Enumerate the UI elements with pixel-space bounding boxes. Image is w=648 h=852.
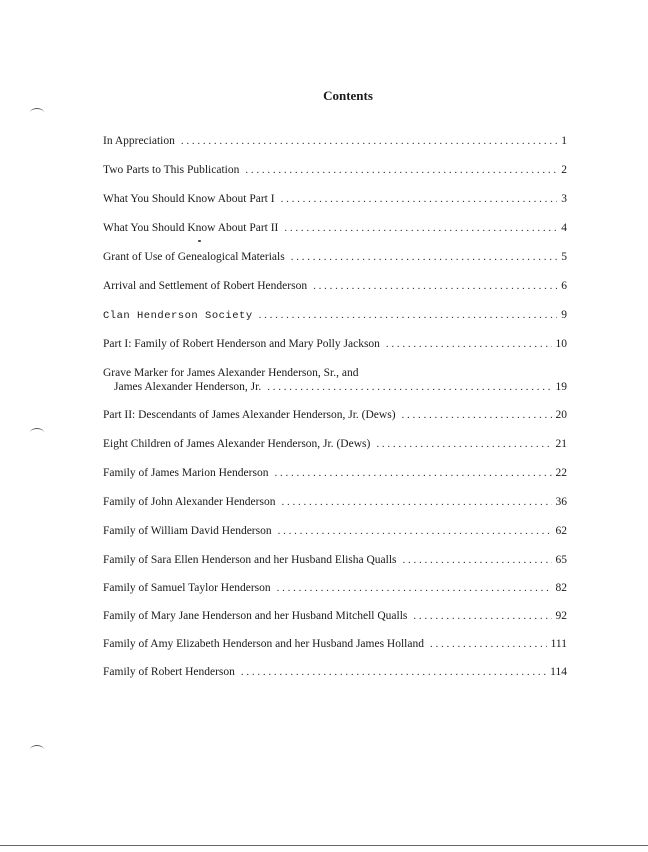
toc-entry-label: In Appreciation	[103, 135, 175, 147]
toc-entry-clan-henderson	[103, 308, 567, 323]
toc-entry-page: 65	[555, 554, 567, 566]
toc-entry-label: James Alexander Henderson, Jr.	[114, 381, 262, 393]
toc-entry-page: 3	[561, 193, 567, 205]
toc-entry-part-i	[103, 192, 567, 206]
leader-dots	[278, 524, 552, 538]
toc-entry-eight-children	[103, 437, 567, 451]
toc-entry-samuel-taylor	[103, 581, 567, 595]
leader-dots	[281, 192, 558, 206]
toc-entry-page: 2	[561, 164, 567, 176]
toc-entry-label: Grant of Use of Genealogical Materials	[103, 251, 285, 263]
binder-hole-mark	[30, 428, 44, 437]
leader-dots	[267, 380, 551, 394]
toc-entry-label: Eight Children of James Alexander Henderson, Jr. (Dews)	[103, 438, 371, 450]
toc-entry-page: 19	[555, 381, 567, 393]
toc-entry-label: Part I: Family of Robert Henderson and Mary Polly Jackson	[103, 338, 380, 350]
toc-entry-page: 20	[555, 409, 567, 421]
toc-entry-page: 114	[550, 666, 567, 678]
toc-entry-sara-ellen	[103, 553, 567, 567]
binder-hole-mark	[30, 108, 44, 117]
toc-entry-label: Family of Samuel Taylor Henderson	[103, 582, 271, 594]
toc-entry-arrival	[103, 279, 567, 293]
toc-entry-mary-jane	[103, 609, 567, 623]
leader-dots	[281, 495, 551, 509]
leader-dots	[413, 609, 551, 623]
leader-dots	[313, 279, 557, 293]
toc-entry-page: 111	[550, 638, 567, 650]
toc-entry-label: Two Parts to This Publication	[103, 164, 240, 176]
leader-dots	[277, 581, 552, 595]
leader-dots	[386, 337, 552, 351]
toc-entry-grave-marker-line1: Grave Marker for James Alexander Henderson, Sr., and	[103, 367, 359, 379]
leader-dots	[259, 308, 558, 322]
toc-entry-label: Family of Sara Ellen Henderson and her Husband Elisha Qualls	[103, 554, 397, 566]
page-bottom-edge	[0, 845, 648, 846]
leader-dots	[284, 221, 557, 235]
leader-dots	[245, 163, 557, 177]
toc-entry-page: 5	[561, 251, 567, 263]
toc-entry-page: 1	[561, 135, 567, 147]
leader-dots	[274, 466, 551, 480]
toc-entry-label: Family of John Alexander Henderson	[103, 496, 276, 508]
toc-entry-james-marion	[103, 466, 567, 480]
toc-entry-grant-of-use	[103, 250, 567, 264]
toc-entry-page: 82	[555, 582, 567, 594]
leader-dots	[430, 637, 547, 651]
toc-entry-page: 10	[555, 338, 567, 350]
toc-entry-part-ii	[103, 221, 567, 235]
toc-entry-page: 6	[561, 280, 567, 292]
toc-entry-label: Family of William David Henderson	[103, 525, 272, 537]
toc-entry-label: What You Should Know About Part I	[103, 193, 275, 205]
toc-entry-in-appreciation	[103, 134, 567, 148]
toc-entry-label: Part II: Descendants of James Alexander Henderson, Jr. (Dews)	[103, 409, 396, 421]
leader-dots	[291, 250, 558, 264]
leader-dots	[403, 553, 552, 567]
toc-entry-label: Family of Robert Henderson	[103, 666, 235, 678]
toc-entry-label: Family of James Marion Henderson	[103, 467, 269, 479]
binder-hole-mark	[30, 745, 44, 754]
page-title: Contents	[323, 88, 373, 103]
toc-entry-label: Family of Amy Elizabeth Henderson and her Husband James Holland	[103, 638, 424, 650]
toc-entry-label: What You Should Know About Part II	[103, 222, 279, 234]
leader-dots	[181, 134, 557, 148]
toc-entry-grave-marker	[114, 380, 567, 394]
toc-entry-page: 4	[561, 222, 567, 234]
toc-entry-page: 36	[555, 496, 567, 508]
toc-entry-william-david	[103, 524, 567, 538]
toc-entry-part-i-family	[103, 337, 567, 351]
toc-entry-page: 62	[555, 525, 567, 537]
toc-entry-label: Clan Henderson Society	[103, 310, 253, 322]
scan-speck	[198, 240, 201, 242]
toc-entry-amy-elizabeth	[103, 637, 567, 651]
toc-entry-two-parts	[103, 163, 567, 177]
toc-entry-page: 22	[555, 467, 567, 479]
toc-entry-part-ii-descendants	[103, 408, 567, 422]
toc-entry-page: 9	[561, 309, 567, 321]
toc-entry-label: Arrival and Settlement of Robert Henderson	[103, 280, 308, 292]
leader-dots	[241, 665, 546, 679]
toc-entry-robert-henderson	[103, 665, 567, 679]
toc-entry-page: 21	[555, 438, 567, 450]
leader-dots	[402, 408, 552, 422]
toc-entry-label: Family of Mary Jane Henderson and her Husband Mitchell Qualls	[103, 610, 408, 622]
toc-entry-john-alexander	[103, 495, 567, 509]
leader-dots	[376, 437, 551, 451]
toc-entry-page: 92	[555, 610, 567, 622]
